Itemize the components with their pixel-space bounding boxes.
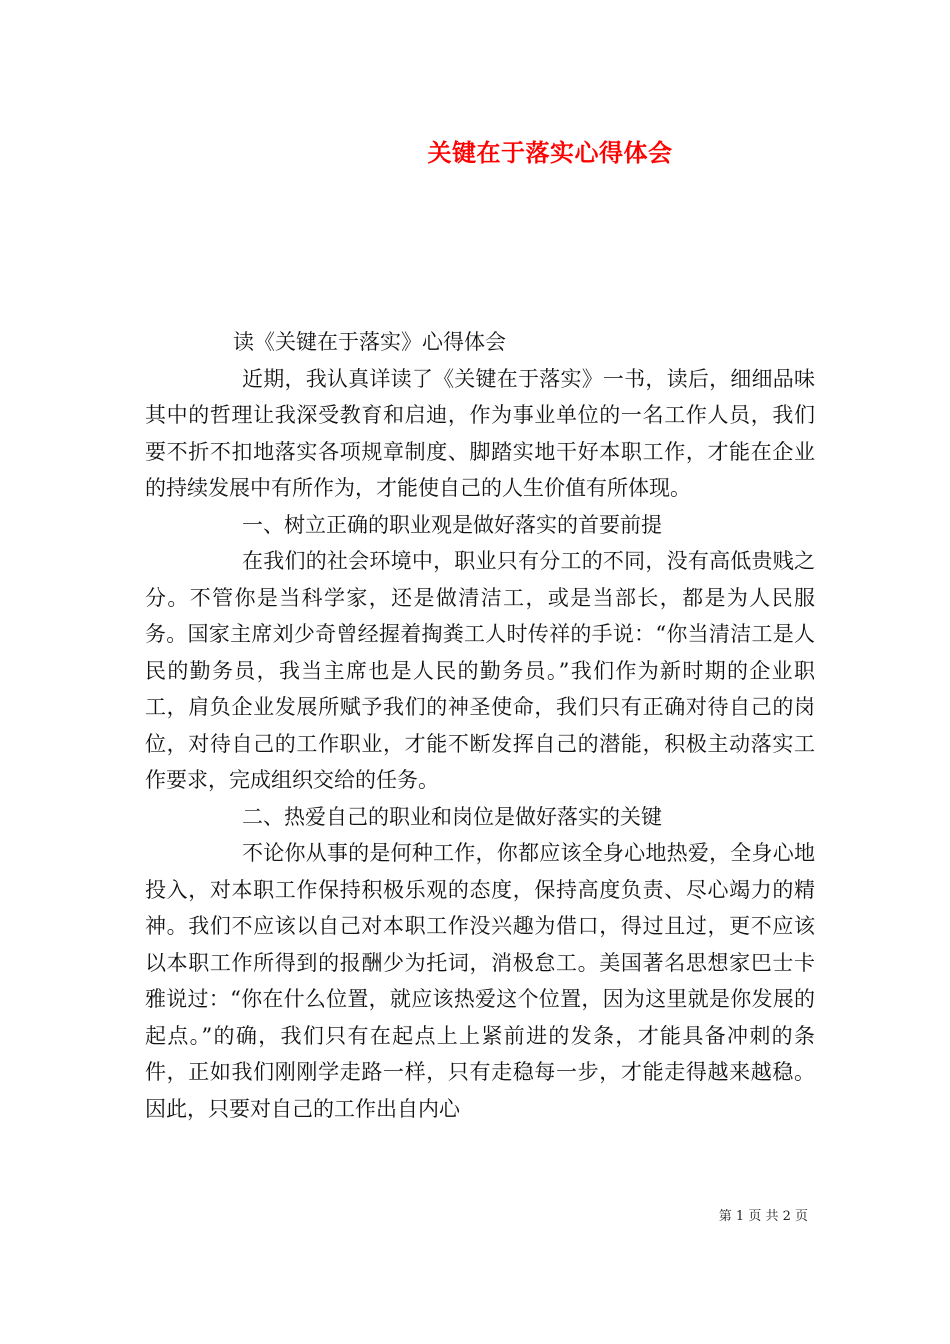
section-heading-2: 二、热爱自己的职业和岗位是做好落实的关键	[242, 804, 662, 829]
document-body	[145, 324, 815, 1127]
paragraph-section-1: 在我们的社会环境中，职业只有分工的不同，没有高低贵贱之分。不管你是当科学家，还是做清洁工，或是当部长，都是为人民服务。国家主席刘少奇曾经握着掏粪工人时传祥的手说：“你当清洁工是人民的勤务员，我当主席也是人民的勤务员。”我们作为新时期的企业职工，肩负企业发展所赋予我们的神圣使命，我们只有正确对待自己的岗位，对待自己的工作职业，才能不断发挥自己的潜能，积极主动落实工作要求，完成组织交给的任务。	[145, 549, 815, 792]
paragraph-intro: 近期，我认真详读了《关键在于落实》一书，读后，细细品味其中的哲理让我深受教育和启迪，作为事业单位的一名工作人员，我们要不折不扣地落实各项规章制度、脚踏实地干好本职工作，才能在企业的持续发展中有所作为，才能使自己的人生价值有所体现。	[145, 366, 815, 500]
section-heading-1: 一、树立正确的职业观是做好落实的首要前提	[242, 512, 662, 537]
document-subtitle: 读《关键在于落实》心得体会	[233, 330, 506, 354]
document-title: 关键在于落实心得体会	[427, 138, 673, 167]
paragraph-section-2: 不论你从事的是何种工作，你都应该全身心地热爱，全身心地投入，对本职工作保持积极乐观的态度，保持高度负责、尽心竭力的精神。我们不应该以自己对本职工作没兴趣为借口，得过且过，更不应该以本职工作所得到的报酬少为托词，消极怠工。美国著名思想家巴士卡雅说过：“你在什么位置，就应该热爱这个位置，因为这里就是你发展的起点。”的确，我们只有在起点上上紧前进的发条，才能具备冲刺的条件，正如我们刚刚学走路一样，只有走稳每一步，才能走得越来越稳。因此，只要对自己的工作出自内心	[145, 841, 815, 1121]
page-number: 第 1 页 共 2 页	[718, 1209, 808, 1224]
